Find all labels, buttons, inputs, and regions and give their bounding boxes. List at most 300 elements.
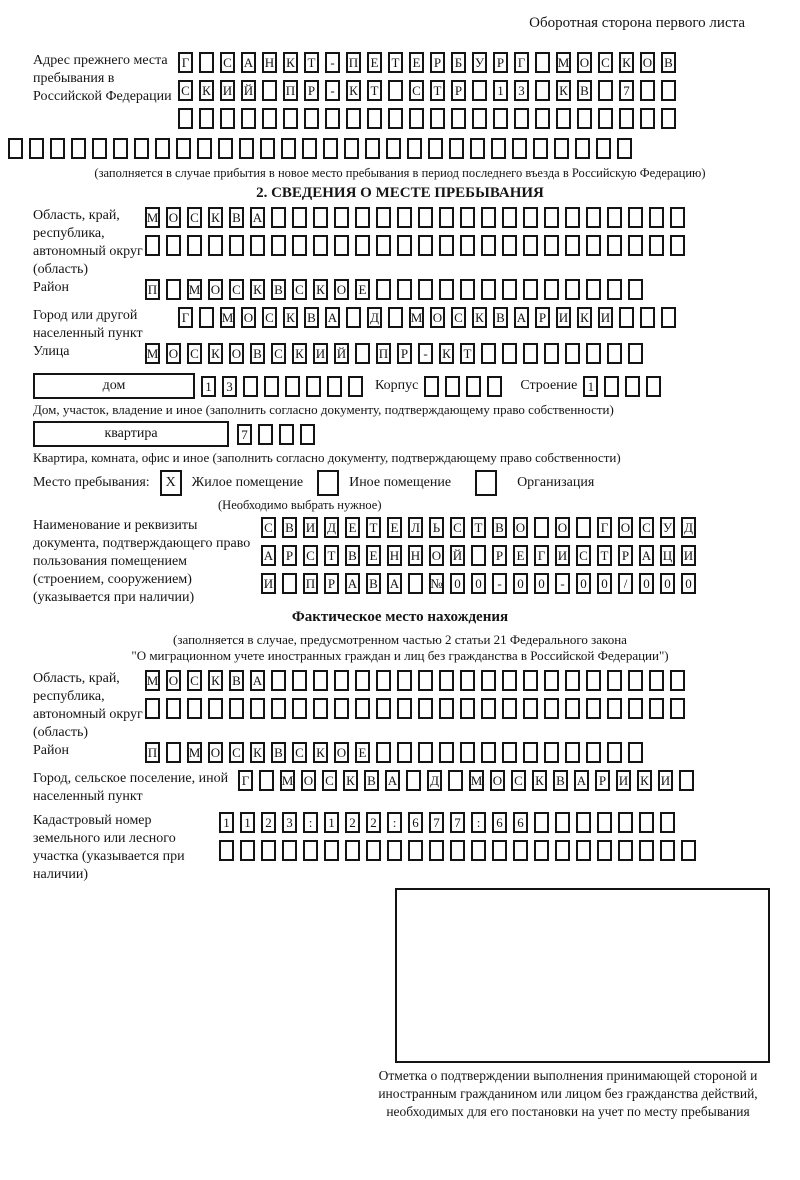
char-cell: [292, 698, 307, 719]
house-number-cells: [201, 376, 363, 397]
char-cell: [502, 207, 517, 228]
char-cell: [366, 840, 381, 861]
char-cell: [544, 235, 559, 256]
char-cell: С: [598, 52, 613, 73]
char-cell: [586, 742, 601, 763]
char-cell: [481, 742, 496, 763]
char-cell: Р: [324, 573, 339, 594]
char-cell: О: [513, 517, 528, 538]
char-cell: [306, 376, 321, 397]
char-cell: И: [555, 545, 570, 566]
char-cell: [355, 670, 370, 691]
char-cell: [586, 698, 601, 719]
char-cell: [355, 235, 370, 256]
prev-address-block: [33, 52, 795, 136]
char-cell: [586, 207, 601, 228]
char-cell: 7: [429, 812, 444, 833]
char-cell: [250, 235, 265, 256]
char-cell: К: [343, 770, 358, 791]
char-cell: М: [556, 52, 571, 73]
document-label: Наименование и реквизиты документа, подтверждающего право пользования помещением (строением, сооружением) (указывается при наличии): [33, 518, 251, 605]
char-cell: [607, 343, 622, 364]
char-cell: [639, 812, 654, 833]
char-cell: [466, 376, 481, 397]
char-cell: Н: [387, 545, 402, 566]
char-cell: 1: [201, 376, 216, 397]
stroenie-label: Строение: [520, 378, 578, 393]
char-cell: [649, 235, 664, 256]
char-cell: [670, 207, 685, 228]
char-cell: Ц: [660, 545, 675, 566]
char-cell: М: [145, 670, 160, 691]
char-cell: [386, 138, 401, 159]
char-cell: К: [283, 307, 298, 328]
char-cell: [50, 138, 65, 159]
char-cell: [514, 108, 529, 129]
char-cell: [260, 138, 275, 159]
char-cell: В: [282, 517, 297, 538]
char-cell: [554, 138, 569, 159]
char-cell: [313, 235, 328, 256]
char-cell: [199, 307, 214, 328]
char-cell: [397, 698, 412, 719]
char-cell: А: [250, 670, 265, 691]
char-cell: 6: [513, 812, 528, 833]
char-cell: Е: [366, 545, 381, 566]
char-cell: [597, 812, 612, 833]
char-cell: 7: [450, 812, 465, 833]
char-cell: [271, 698, 286, 719]
char-cell: В: [493, 307, 508, 328]
char-cell: [197, 138, 212, 159]
cadastral-row-2: [219, 840, 795, 861]
char-cell: Г: [514, 52, 529, 73]
char-cell: [512, 138, 527, 159]
char-cell: [408, 840, 423, 861]
char-cell: [586, 279, 601, 300]
char-cell: У: [660, 517, 675, 538]
char-cell: [409, 108, 424, 129]
char-cell: С: [511, 770, 526, 791]
char-cell: Т: [366, 517, 381, 538]
char-cell: [640, 80, 655, 101]
char-cell: К: [313, 742, 328, 763]
char-cell: [448, 770, 463, 791]
char-cell: -: [555, 573, 570, 594]
char-cell: [628, 235, 643, 256]
char-cell: [113, 138, 128, 159]
char-cell: 2: [261, 812, 276, 833]
char-cell: [596, 138, 611, 159]
actual-city-label: Город, сельское поселение, иной населенный пункт: [33, 771, 229, 804]
char-cell: [145, 235, 160, 256]
char-cell: У: [472, 52, 487, 73]
char-cell: О: [490, 770, 505, 791]
char-cell: [628, 670, 643, 691]
char-cell: [586, 343, 601, 364]
char-cell: [607, 279, 622, 300]
char-cell: [376, 670, 391, 691]
char-cell: К: [532, 770, 547, 791]
char-cell: [262, 80, 277, 101]
char-cell: [470, 138, 485, 159]
char-cell: П: [303, 573, 318, 594]
char-cell: [264, 376, 279, 397]
char-cell: [618, 812, 633, 833]
char-cell: [376, 235, 391, 256]
char-cell: [670, 670, 685, 691]
prev-address-overflow-row: [8, 138, 800, 159]
char-cell: [565, 235, 580, 256]
char-cell: О: [618, 517, 633, 538]
char-cell: В: [492, 517, 507, 538]
char-cell: [365, 138, 380, 159]
char-cell: [523, 279, 538, 300]
char-cell: [523, 343, 538, 364]
char-cell: [282, 573, 297, 594]
char-cell: [345, 840, 360, 861]
char-cell: [418, 670, 433, 691]
char-cell: Е: [387, 517, 402, 538]
char-cell: И: [220, 80, 235, 101]
actual-district-row: [145, 742, 643, 763]
char-cell: С: [187, 670, 202, 691]
char-cell: [535, 108, 550, 129]
char-cell: О: [166, 207, 181, 228]
char-cell: [334, 207, 349, 228]
char-cell: 1: [324, 812, 339, 833]
actual-location-note-line-1: (заполняется в случае, предусмотренном частью 2 статьи 21 Федерального закона: [173, 632, 627, 647]
char-cell: М: [409, 307, 424, 328]
char-cell: 1: [240, 812, 255, 833]
prev-address-row-2: [178, 80, 795, 101]
char-cell: С: [303, 545, 318, 566]
char-cell: Г: [534, 545, 549, 566]
char-cell: [670, 698, 685, 719]
char-cell: К: [283, 52, 298, 73]
char-cell: [607, 207, 622, 228]
char-cell: С: [576, 545, 591, 566]
char-cell: [166, 235, 181, 256]
char-cell: :: [303, 812, 318, 833]
actual-city-block: [33, 770, 795, 806]
char-cell: [618, 840, 633, 861]
char-cell: С: [292, 279, 307, 300]
char-cell: [460, 207, 475, 228]
char-cell: Р: [451, 80, 466, 101]
char-cell: [199, 108, 214, 129]
char-cell: [445, 376, 460, 397]
char-cell: [388, 80, 403, 101]
char-cell: [628, 207, 643, 228]
char-cell: [523, 670, 538, 691]
char-cell: Е: [355, 742, 370, 763]
char-cell: [661, 80, 676, 101]
stay-type-note: (Необходимо выбрать нужное): [218, 498, 382, 512]
char-cell: [166, 742, 181, 763]
district-label: Район: [33, 280, 69, 295]
char-cell: [460, 279, 475, 300]
char-cell: 1: [583, 376, 598, 397]
char-cell: 6: [408, 812, 423, 833]
char-cell: Т: [388, 52, 403, 73]
char-cell: О: [208, 279, 223, 300]
char-cell: [418, 742, 433, 763]
char-cell: Л: [408, 517, 423, 538]
actual-region-block: [33, 670, 795, 742]
char-cell: [460, 670, 475, 691]
char-cell: В: [271, 742, 286, 763]
char-cell: К: [346, 80, 361, 101]
char-cell: К: [208, 670, 223, 691]
char-cell: [617, 138, 632, 159]
char-cell: [199, 52, 214, 73]
char-cell: К: [208, 207, 223, 228]
char-cell: [555, 840, 570, 861]
char-cell: К: [439, 343, 454, 364]
char-cell: Р: [282, 545, 297, 566]
char-cell: В: [366, 573, 381, 594]
char-cell: Е: [355, 279, 370, 300]
prev-address-rows: [178, 52, 795, 136]
char-cell: С: [322, 770, 337, 791]
char-cell: А: [514, 307, 529, 328]
char-cell: Р: [595, 770, 610, 791]
char-cell: В: [661, 52, 676, 73]
page-side-note: Оборотная сторона первого листа: [529, 15, 745, 31]
char-cell: О: [166, 670, 181, 691]
char-cell: [535, 80, 550, 101]
char-cell: Т: [430, 80, 445, 101]
char-cell: О: [429, 545, 444, 566]
char-cell: Й: [450, 545, 465, 566]
char-cell: М: [187, 279, 202, 300]
char-cell: [487, 376, 502, 397]
char-cell: [471, 840, 486, 861]
char-cell: [388, 307, 403, 328]
apartment-number-cells: [237, 424, 315, 445]
char-cell: Н: [408, 545, 423, 566]
char-cell: К: [556, 80, 571, 101]
char-cell: Т: [324, 545, 339, 566]
char-cell: [155, 138, 170, 159]
char-cell: И: [598, 307, 613, 328]
char-cell: [439, 279, 454, 300]
char-cell: Р: [397, 343, 412, 364]
char-cell: В: [271, 279, 286, 300]
char-cell: С: [229, 279, 244, 300]
char-cell: [302, 138, 317, 159]
char-cell: К: [472, 307, 487, 328]
stay-type-option-residential-label: Жилое помещение: [191, 475, 304, 490]
char-cell: [313, 207, 328, 228]
char-cell: 0: [534, 573, 549, 594]
char-cell: [649, 670, 664, 691]
char-cell: А: [385, 770, 400, 791]
char-cell: [208, 698, 223, 719]
char-cell: Р: [493, 52, 508, 73]
street-row: [145, 343, 643, 364]
char-cell: [313, 670, 328, 691]
char-cell: [240, 840, 255, 861]
char-cell: [576, 517, 591, 538]
char-cell: [502, 279, 517, 300]
actual-region-row-1: [145, 670, 795, 691]
char-cell: [92, 138, 107, 159]
char-cell: Н: [262, 52, 277, 73]
street-label: Улица: [33, 344, 70, 359]
char-cell: 7: [619, 80, 634, 101]
char-cell: [598, 80, 613, 101]
confirmation-stamp-box: [395, 888, 770, 1063]
region-label: Область, край, республика, автономный округ (область): [33, 208, 143, 277]
char-cell: [187, 235, 202, 256]
korpus-label: Корпус: [375, 378, 419, 393]
char-cell: -: [325, 80, 340, 101]
apartment-note: Квартира, комната, офис и иное (заполнить согласно документу, подтверждающему право собственности): [33, 450, 621, 465]
stay-type-row: [33, 470, 800, 496]
cadastral-row-1: [219, 812, 795, 833]
char-cell: [439, 742, 454, 763]
char-cell: [502, 698, 517, 719]
stay-type-checkbox-residential: X: [160, 470, 182, 496]
district-block: [33, 279, 795, 307]
char-cell: [397, 235, 412, 256]
char-cell: [220, 108, 235, 129]
char-cell: [544, 207, 559, 228]
city-block: [33, 307, 795, 343]
char-cell: [565, 279, 580, 300]
char-cell: [241, 108, 256, 129]
char-cell: А: [345, 573, 360, 594]
char-cell: С: [220, 52, 235, 73]
char-cell: Р: [430, 52, 445, 73]
char-cell: [407, 138, 422, 159]
char-cell: [428, 138, 443, 159]
actual-region-label: Область, край, республика, автономный округ (область): [33, 671, 143, 740]
char-cell: А: [574, 770, 589, 791]
char-cell: [430, 108, 445, 129]
char-cell: [639, 840, 654, 861]
char-cell: М: [145, 343, 160, 364]
char-cell: [565, 698, 580, 719]
char-cell: [502, 742, 517, 763]
char-cell: [604, 376, 619, 397]
char-cell: [619, 307, 634, 328]
char-cell: [387, 840, 402, 861]
char-cell: [523, 698, 538, 719]
char-cell: Т: [597, 545, 612, 566]
char-cell: С: [261, 517, 276, 538]
char-cell: 7: [237, 424, 252, 445]
char-cell: И: [303, 517, 318, 538]
char-cell: [283, 108, 298, 129]
char-cell: [271, 207, 286, 228]
char-cell: [134, 138, 149, 159]
char-cell: [450, 840, 465, 861]
char-cell: О: [208, 742, 223, 763]
char-cell: №: [429, 573, 444, 594]
char-cell: О: [334, 742, 349, 763]
char-cell: [607, 698, 622, 719]
char-cell: 3: [514, 80, 529, 101]
char-cell: [334, 235, 349, 256]
region-rows: [145, 207, 795, 279]
char-cell: [8, 138, 23, 159]
char-cell: В: [553, 770, 568, 791]
char-cell: [493, 108, 508, 129]
char-cell: [29, 138, 44, 159]
char-cell: [219, 840, 234, 861]
char-cell: [408, 573, 423, 594]
cadastral-block: [33, 812, 795, 884]
char-cell: [534, 812, 549, 833]
char-cell: С: [229, 742, 244, 763]
actual-region-row-2: [145, 698, 795, 719]
char-cell: П: [346, 52, 361, 73]
char-cell: А: [241, 52, 256, 73]
char-cell: О: [241, 307, 256, 328]
char-cell: С: [451, 307, 466, 328]
actual-location-title: Фактическое место нахождения: [291, 609, 509, 625]
char-cell: [607, 670, 622, 691]
char-cell: [178, 108, 193, 129]
char-cell: [628, 742, 643, 763]
char-cell: :: [387, 812, 402, 833]
char-cell: М: [145, 207, 160, 228]
char-cell: О: [555, 517, 570, 538]
char-cell: [406, 770, 421, 791]
stay-type-checkbox-other: [317, 470, 339, 496]
char-cell: 0: [660, 573, 675, 594]
char-cell: [640, 307, 655, 328]
char-cell: [262, 108, 277, 129]
char-cell: [544, 670, 559, 691]
apartment-type-box: квартира: [33, 421, 229, 447]
char-cell: М: [280, 770, 295, 791]
char-cell: О: [640, 52, 655, 73]
char-cell: [418, 279, 433, 300]
char-cell: [176, 138, 191, 159]
actual-location-note-line-2: "О миграционном учете иностранных граждан и лиц без гражданства в Российской Федерации"): [131, 648, 669, 663]
char-cell: [670, 235, 685, 256]
char-cell: [628, 343, 643, 364]
stay-type-option-organization-label: Организация: [517, 475, 595, 490]
char-cell: Т: [367, 80, 382, 101]
char-cell: [313, 698, 328, 719]
actual-district-label: Район: [33, 743, 69, 758]
char-cell: С: [292, 742, 307, 763]
char-cell: [544, 343, 559, 364]
char-cell: [239, 138, 254, 159]
char-cell: 1: [493, 80, 508, 101]
char-cell: [346, 108, 361, 129]
char-cell: [513, 840, 528, 861]
char-cell: [460, 698, 475, 719]
char-cell: С: [187, 343, 202, 364]
char-cell: П: [376, 343, 391, 364]
char-cell: [439, 698, 454, 719]
char-cell: [334, 670, 349, 691]
char-cell: [681, 840, 696, 861]
char-cell: Т: [304, 52, 319, 73]
char-cell: [619, 108, 634, 129]
district-row: [145, 279, 643, 300]
char-cell: С: [639, 517, 654, 538]
char-cell: [424, 376, 439, 397]
char-cell: 0: [576, 573, 591, 594]
char-cell: [575, 138, 590, 159]
